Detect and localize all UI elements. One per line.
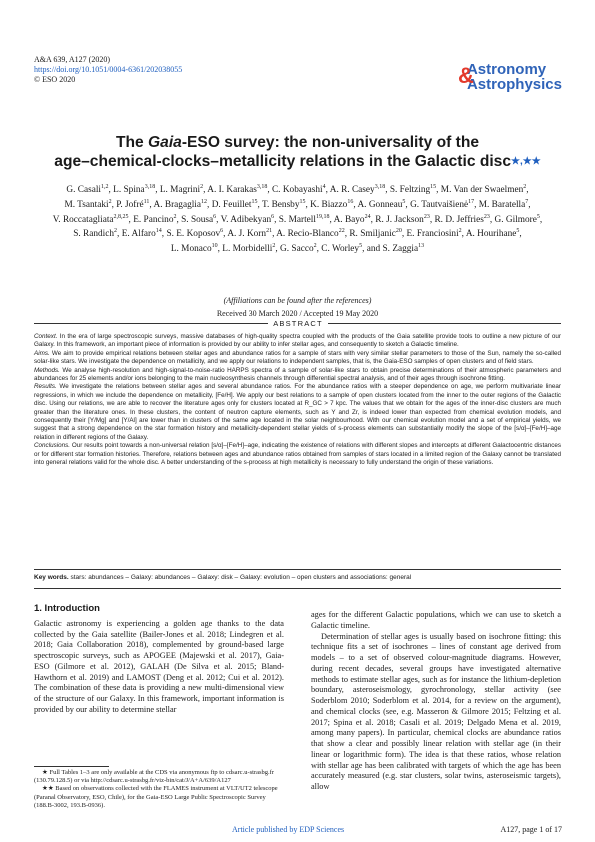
title-part1: The [115,134,149,151]
column-left [34,604,284,716]
author-name [116,200,149,210]
author-name [160,185,203,195]
author-name [349,229,402,239]
author-name-text: L. Monaco [170,244,212,255]
keywords-label: Key words. [34,574,69,581]
author-name-text: G. Sacco [280,244,314,255]
author-name [310,200,353,210]
author-name-text: A. Bayo [333,214,365,225]
footnote-2: Based on observations collected with the FLAMES instrument at VLT/UT2 telescope (Paranal Observatory, ESO, Chile), for the Gaia-ESO Large Public Spectroscopic Survey (188.B-3002, 193.B-0936). [34,785,278,809]
footnote-1: Full Tables 1–3 are only available at the CDS via anonymous ftp to cdsarc.u-strasbg.fr (130.79.128.5) or via http://cdsarc.u-strasbg.fr/viz-bin/cat/J/A+A/639/A127 [34,769,274,785]
author-name-text: C. Worley [321,244,360,255]
intro-paragraph-1: Galactic astronomy is experiencing a golden age thanks to the data collected by the Gaia satellite (Bailer-Jones et al. 2018; Lindegren et al. 2018; Gaia Collaboration 2018), complemented by ground-based large spectroscopic surveys, such as APOGEE (Majewski et al. 2017), Gaia-ESO (Gilmore et al. 2012), GALAH (De Silva et al. 2015; Bland-Hawthorn et al. 2019) and LAMOST (Deng et al. 2012; Cui et al. 2012). The combination of these data is providing a new multi-dimensional view of the structure of our Galaxy. In this framework, important information is provided by our ability to determine stellar [34,618,284,714]
author-name [181,215,216,225]
author-name [272,185,326,195]
abstract-conclusions: Our results point towards a non-universal relation [s/α]–[Fe/H]–age, indicating the existence of relations with different slopes and intercepts at different Galactocentric distances or for different star formation histories. Therefore, relations between ages and abundance ratios obtained from samples of stars located in a limited region of the Galaxy cannot be translated into general relations valid for the whole disc. A better understanding of the s-process at high metallicity is necessary to fully understand the origin of these variations. [34,442,561,467]
author-name-text: A. I. Karakas [207,185,257,196]
author-affiliation-ref[interactable]: 20 [395,228,402,235]
author-affiliation-ref[interactable]: 2 [523,184,527,190]
journal-logo [457,61,562,93]
author-name-text: G. Casali [66,185,102,196]
author-name [122,229,162,239]
journal-logo-ampersand: & [457,63,474,88]
abstract-context-label: Context. [34,333,58,340]
author-name [407,229,462,239]
author-affiliation-ref[interactable]: 6 [220,228,224,235]
author-name [207,185,267,195]
author-affiliation-ref[interactable]: 23 [423,213,430,220]
author-affiliation-ref[interactable]: 3,18 [374,184,386,190]
author-affiliation-ref[interactable]: 7 [525,198,529,205]
author-name [221,215,274,225]
title-gaia: Gaia [148,134,182,151]
author-name-text: and S. Zaggia [366,244,419,255]
author-name-text: A. Hourihane [465,229,517,240]
author-affiliation-ref[interactable]: 1,2 [101,184,109,190]
author-name-text: S. Martell [278,214,316,225]
author-name-text: A. R. Casey [329,185,375,196]
author-affiliation-ref[interactable]: 21 [266,228,273,235]
abstract [34,333,561,468]
author-name-text: L. Magrini [159,185,201,196]
author-affiliation-ref[interactable]: 3,18 [144,184,156,190]
author-name-text: A. Gonneau [357,199,403,210]
author-affiliation-ref[interactable]: 24 [364,213,371,220]
author-name [64,200,111,210]
author-affiliation-ref[interactable]: 19,18 [315,213,330,220]
author-name [441,185,526,195]
author-name-text: R. Smiljanic [349,229,396,240]
author-name [66,185,108,195]
footnote-1-mark: ★ [42,769,48,776]
title-line2: age–chemical-clocks–metallicity relations in the Galactic disc [54,153,512,170]
author-affiliation-ref[interactable]: 23 [483,213,490,220]
abstract-heading: ABSTRACT [268,319,328,328]
author-affiliation-ref[interactable]: 6 [271,213,275,220]
author-name-text: L. Spina [113,185,145,196]
author-name [262,200,306,210]
author-affiliation-ref[interactable]: 15 [251,198,258,205]
author-name-text: G. Gilmore [494,214,537,225]
author-name-text: A. Recio-Blanco [276,229,339,240]
keywords [34,574,561,583]
author-affiliation-ref[interactable]: 22 [338,228,345,235]
author-list: G. Casali$^{1,2}$, L. Spina$^{3,18}$, L. Magrini$^2$, A. I. Karakas$^{3,18}$, C. Kobayashi$^4$, A. R. Casey$^{3,18}$, S. Feltzing$^{15}$, M. Van der Swaelmen$^2$, M. Tsantaki$^2$, P. Jofré$^{11}$, A. Bragaglia$^{12}$, D. Feuillet$^{15}$, T. Bensby$^{15}$, K. Biazzo$^{16}$, A. Gonneau$^5$, G. Tautvaišienė$^{17}$, M. Baratella$^7$, V. Roccatagliata$^{2,8,25}$, E. Pancino$^2$, S. Sousa$^6$, V. Adibekyan$^6$, S. Martell$^{19,18}$, A. Bayo$^{24}$, R. J. Jackson$^{23}$, R. D. Jeffries$^{23}$, G. Gilmore$^5$, S. Randich$^2$, E. Alfaro$^{14}$, S. E. Koposov$^6$, A. J. Korn$^{21}$, A. Recio-Blanco$^{22}$, R. Smiljanic$^{20}$, E. Franciosini$^2$, A. Hourihane$^5$, L. Monaco$^{10}$, L. Morbidelli$^2$, G. Sacco$^2$, C. Worley$^5$, and S. Zaggia$^{13}$ [52,184,543,255]
journal-logo-line2: Astrophysics [466,76,562,93]
abstract-methods-label: Methods. [34,366,60,374]
author-name-text: V. Adibekyan [220,214,272,225]
page-number: A127, page 1 of 17 [500,825,562,834]
author-affiliation-ref[interactable]: 5 [536,213,540,220]
author-name-text: S. Sousa [181,214,214,225]
author-affiliation-ref[interactable]: 14 [155,228,162,235]
footnote-rule [34,766,109,767]
author-affiliation-ref[interactable]: 2,8,25 [113,213,129,220]
abstract-results-label: Results. [34,383,57,391]
citation-line: A&A 639, A127 (2020) [34,55,110,64]
author-name-text: G. Tautvaišienė [410,199,469,210]
author-affiliation-ref[interactable]: 15 [430,184,437,190]
title-footnote-marks[interactable]: ★,★★ [511,156,541,167]
author-name-text: S. Feltzing [389,185,431,196]
author-name [276,229,344,239]
journal-logo-line1: Astronomy [466,61,547,78]
author-name-text: E. Franciosini [406,229,459,240]
author-affiliation-ref[interactable]: 4 [322,184,326,190]
article-meta [34,55,182,85]
author-affiliation-ref[interactable]: 6 [213,213,217,220]
author-name [375,215,430,225]
author-affiliation-ref[interactable]: 2 [114,228,118,235]
author-name-text: E. Alfaro [121,229,156,240]
author-name-text: S. E. Koposov [166,229,221,240]
author-affiliation-ref[interactable]: 12 [201,198,208,205]
author-name [357,200,405,210]
author-affiliation-ref[interactable]: 11 [143,198,150,205]
author-name [466,229,520,239]
abstract-rule-bottom [34,569,561,570]
author-name [212,200,258,210]
section-heading-introduction: 1. Introduction [34,603,100,614]
author-name [154,200,208,210]
author-affiliation-ref[interactable]: 2 [173,213,177,220]
author-name [434,215,489,225]
author-name [166,229,223,239]
title-part2: -ESO survey: the non-universality of the [181,134,480,151]
abstract-methods: We analyse high-resolution and high-signal-to-noise-ratio HARPS spectra of a sample of solar-like stars to obtain precise determinations of their atmospheric parameters and abundances for 25 elements and/or ions belonging to the main nucleosynthesis channels through differential spectral analysis, and of their ages through isochrone fitting. [34,366,561,383]
author-name [334,215,371,225]
footnote-2-mark: ★★ [42,785,54,793]
keywords-text: stars: abundances – Galaxy: abundances – Galaxy: disk – Galaxy: evolution – open clusters and associations: general [68,574,412,581]
author-name [53,215,129,225]
footnotes [34,769,284,810]
author-name [133,215,176,225]
author-name [321,244,362,254]
author-name-text: P. Jofré [116,199,144,210]
author-affiliation-ref[interactable]: 16 [347,198,354,205]
author-name-text: L. Morbidelli [222,244,273,255]
author-affiliation-ref[interactable]: 2 [108,198,112,205]
keywords-rule [34,588,561,589]
affiliations-note: (Affiliations can be found after the references) [223,296,372,305]
column-right [311,610,561,793]
author-affiliation-ref[interactable]: 2 [272,243,276,250]
author-name-text: A. J. Korn [227,229,267,240]
author-name-text: S. Randich [73,229,115,240]
author-name-text: C. Kobayashi [271,185,323,196]
author-affiliation-ref[interactable]: 17 [468,198,475,205]
publisher-link[interactable]: Article published by EDP Sciences [232,825,345,834]
author-name [495,215,540,225]
author-name-text: D. Feuillet [211,199,252,210]
author-name [367,244,424,254]
author-affiliation-ref[interactable]: 15 [299,198,306,205]
author-name [279,215,330,225]
author-name [479,200,528,210]
author-name-text: M. Van der Swaelmen [440,185,524,196]
author-affiliation-ref[interactable]: 5 [402,198,406,205]
author-name [113,185,155,195]
author-affiliation-ref[interactable]: 2 [458,228,462,235]
doi-link[interactable]: https://doi.org/10.1051/0004-6361/202038055 [34,65,183,74]
received-dates: Received 30 March 2020 / Accepted 19 May 2020 [216,309,379,318]
author-name-text: A. Bragaglia [153,199,202,210]
abstract-results: We investigate the relations between stellar ages and several abundance ratios. For the abundance ratios with a steeper dependence on age, we perform multivariate linear regressions, in which we include the dependence on metallicity, [Fe/H]. We apply our best relations to a sample of open clusters located from the inner to the outer regions of the Galactic disc. Using our relations, we are able to recover the literature ages only for clusters located at R_GC > 7 kpc. The values that we obtain for the ages of the inner-disc clusters are much greater than the literature ones. In these clusters, the content of neutron capture elements, such as Y and Zr, is indeed lower than expected from chemical evolution models, and consequently their [Y/Mg] and [Y/Al] are lower than in clusters of the same age located in the solar neighbourhood. With our chemical evolution model and a set of empirical yields, we suggest that a strong dependence on the star formation history and metallicity-dependent stellar yields of s-process elements can substantially modify the slope of the [s/α]–[Fe/H]–age relation in different regions of the Galaxy. [34,383,561,441]
author-name [227,229,272,239]
author-affiliation-ref[interactable]: 13 [418,243,425,250]
author-affiliation-ref[interactable]: 10 [211,243,218,250]
author-affiliation-ref[interactable]: 3,18 [256,184,268,190]
copyright-line: © ESO 2020 [34,75,76,84]
paper-title [40,133,555,171]
author-name-text: M. Tsantaki [64,199,109,210]
abstract-conclusions-label: Conclusions. [34,442,71,450]
author-affiliation-ref[interactable]: 2 [313,243,317,250]
intro-paragraph-2a: ages for the different Galactic populations, which we can use to sketch a Galactic timeline. [311,610,561,630]
author-name-text: K. Biazzo [310,199,348,210]
author-name-text: M. Baratella [478,199,526,210]
author-name [280,244,317,254]
author-name-text: R. J. Jackson [375,214,424,225]
author-name [73,229,117,239]
author-name-text: T. Bensby [261,199,300,210]
author-affiliation-ref[interactable]: 5 [359,243,363,250]
author-name [390,185,436,195]
author-name [171,244,218,254]
abstract-aims-label: Aims. [34,349,50,357]
author-name [410,200,474,210]
author-affiliation-ref[interactable]: 2 [200,184,204,190]
intro-paragraph-2b: Determination of stellar ages is usually based on isochrone fitting: this technique fits a set of isochrones – lines of constant age derived from models – to a set of observed colour-magnitude diagrams. However, during recent decades, several groups have investigated alternative methods to estimate stellar ages, such as for instance the lithium-depletion boundary, asteroseismology, gyrochronology, stellar activity (see Soderblom 2010; Soderblom et al. 2014, for a review on the argument), and chemical clocks (see, e.g. Masseron & Gilmore 2015; Feltzing et al. 2017; Spina et al. 2018; Casali et al. 2019; Delgado Mena et al. 2019, among many papers). In particular, chemical clocks are abundance ratios that show a clear and possibly linear relation with stellar age (in their linear or logarithmic form). The idea is that these ratios, whose relation with stellar age has been calibrated with targets of which the age has been accurately measured (e.g. star clusters, solar twins, asteroseismic targets), allow [311,631,561,791]
author-name-text: E. Pancino [133,214,174,225]
author-name-text: R. D. Jeffries [434,214,484,225]
author-name [330,185,385,195]
author-name [222,244,275,254]
abstract-context: In the era of large spectroscopic surveys, massive databases of high-quality spectra coupled with the products of the Gaia satellite provide tools to outline a new picture of our Galaxy. In this framework, an important piece of information is provided by our ability to infer stellar ages, and consequently to sketch a Galactic timeline. [34,333,561,349]
author-name-text: V. Roccatagliata [52,214,114,225]
abstract-aims: We aim to provide empirical relations between stellar ages and abundance ratios for a sample of stars with very similar stellar parameters to those of the Sun, namely the so-called solar-like stars. We investigate the dependence on metallicity, and we apply our relations to independent samples, that is, the Gaia-ESO samples of open clusters and of field stars. [34,349,561,366]
author-affiliation-ref[interactable]: 5 [516,228,520,235]
